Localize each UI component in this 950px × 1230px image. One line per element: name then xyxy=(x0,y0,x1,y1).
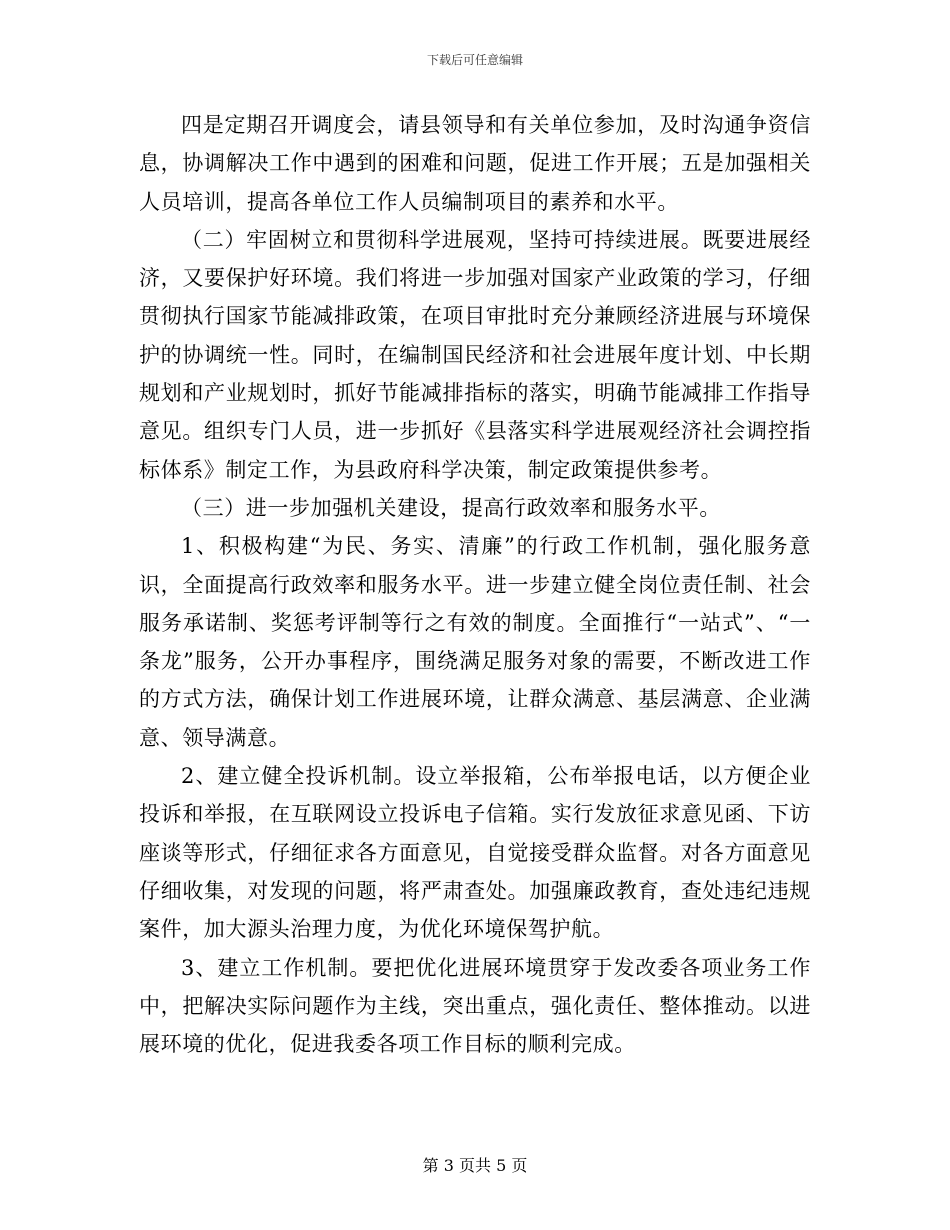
paragraph-admin-mechanism: 1、积极构建“为民、务实、清廉”的行政工作机制，强化服务意识，全面提高行政效率和服务水平。进一步建立健全岗位责任制、社会服务承诺制、奖惩考评制等行之有效的制度。全面推行“一站式”、“一条龙”服务，公开办事程序，围绕满足服务对象的需要，不断改进工作的方式方法，确保计划工作进展环境，让群众满意、基层满意、企业满意、领导满意。 xyxy=(139,534,811,750)
document-body xyxy=(139,106,811,1063)
page-number-footer: 第 3 页共 5 页 xyxy=(422,1156,528,1175)
paragraph-organ-building: （三）进一步加强机关建设，提高行政效率和服务水平。 xyxy=(181,495,721,520)
paragraph-meeting-training: 四是定期召开调度会，请县领导和有关单位参加，及时沟通争资信息，协调解决工作中遇到的困难和问题，促进工作开展；五是加强相关人员培训，提高各单位工作人员编制项目的素养和水平。 xyxy=(139,113,811,214)
page-header-note: 下载后可任意编辑 xyxy=(426,53,523,67)
paragraph-complaint-mechanism: 2、建立健全投诉机制。设立举报箱，公布举报电话，以方便企业投诉和举报，在互联网设立投诉电子信箱。实行发放征求意见函、下访座谈等形式，仔细征求各方面意见，自觉接受群众监督。对各方面意见仔细收集，对发现的问题，将严肃查处。加强廉政教育，查处违纪违规案件，加大源头治理力度，为优化环境保驾护航。 xyxy=(139,764,811,942)
paragraph-scientific-development: （二）牢固树立和贯彻科学进展观，坚持可持续进展。既要进展经济，又要保护好环境。我们将进一步加强对国家产业政策的学习，仔细贯彻执行国家节能减排政策，在项目审批时充分兼顾经济进展与环境保护的协调统一性。同时，在编制国民经济和社会进展年度计划、中长期规划和产业规划时，抓好节能减排指标的落实，明确节能减排工作指导意见。组织专门人员，进一步抓好《县落实科学进展观经济社会调控指标体系》制定工作，为县政府科学决策，制定政策提供参考。 xyxy=(139,227,811,482)
paragraph-work-mechanism: 3、建立工作机制。要把优化进展环境贯穿于发改委各项业务工作中，把解决实际问题作为主线，突出重点，强化责任、整体推动。以进展环境的优化，促进我委各项工作目标的顺利完成。 xyxy=(139,955,811,1057)
